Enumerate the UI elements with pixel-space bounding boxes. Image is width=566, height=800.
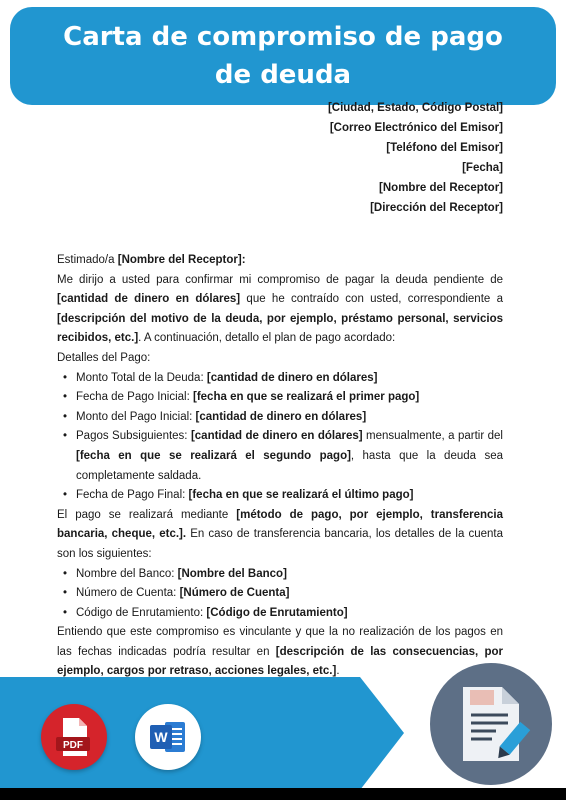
sender-block [328,98,503,218]
sender-line: [Ciudad, Estado, Código Postal] [327,102,503,114]
sender-line: [Nombre del Receptor] [379,182,503,194]
list-item: • Monto del Pago Inicial: [cantidad de dinero en dólares] [76,408,503,428]
word-label: W [154,729,168,745]
sender-line: [Fecha] [462,162,503,174]
sender-line: [Dirección del Receptor] [370,202,503,214]
word-document-icon [135,704,201,770]
list-item: • Fecha de Pago Final: [fecha en que se realizará el último pago] [76,486,503,506]
word-download-button[interactable] [135,704,201,770]
list-item: • Pagos Subsiguientes: [cantidad de dinero en dólares] mensualmente, a partir del [fecha en que se realizará el segundo pago], hasta que la deuda sea completamente saldada. [76,427,503,486]
document-edit-icon [430,663,552,785]
document-badge [427,660,555,788]
greeting: Estimado/a [Nombre del Receptor]: [57,254,246,266]
pdf-file-icon [41,704,107,770]
consequences-paragraph: Entiendo que este compromiso es vinculante y que la no realización de los pagos en las fechas indicadas podría resultar en [descripción de las consecuencias, por ejemplo, cargos por retraso, acciones legales, etc.]. [57,626,504,678]
payment-method-paragraph: El pago se realizará mediante [método de pago, por ejemplo, transferencia bancaria, cheque, etc.]. En caso de transferencia bancaria, los detalles de la cuenta son los siguientes: [57,508,504,560]
pdf-download-button[interactable] [41,704,107,770]
payment-details-list [57,369,503,506]
pdf-label: PDF [63,740,83,751]
bank-details-list [57,565,503,624]
letter-body [57,251,503,682]
list-item: • Nombre del Banco: [Nombre del Banco] [76,565,503,585]
list-item: • Fecha de Pago Inicial: [fecha en que se realizará el primer pago] [76,388,503,408]
page-title: Carta de compromiso de pago de deuda [63,22,503,90]
title-banner [10,7,556,105]
list-item: • Código de Enrutamiento: [Código de Enrutamiento] [76,604,503,624]
sender-line: [Correo Electrónico del Emisor] [329,122,503,134]
intro-paragraph: Me dirijo a usted para confirmar mi compromiso de pagar la deuda pendiente de [cantidad de dinero en dólares] que he contraído con usted, correspondiente a [descripción del motivo de la deuda, por ejemplo, préstamo personal, servicios recibidos, etc.]. A continuación, detallo el plan de pago acordado: [57,273,503,345]
list-item: • Número de Cuenta: [Número de Cuenta] [76,584,503,604]
sender-line: [Teléfono del Emisor] [386,142,503,154]
details-heading: Detalles del Pago: [57,351,151,364]
list-item: • Monto Total de la Deuda: [cantidad de dinero en dólares] [76,369,503,389]
bottom-bar [0,788,566,800]
